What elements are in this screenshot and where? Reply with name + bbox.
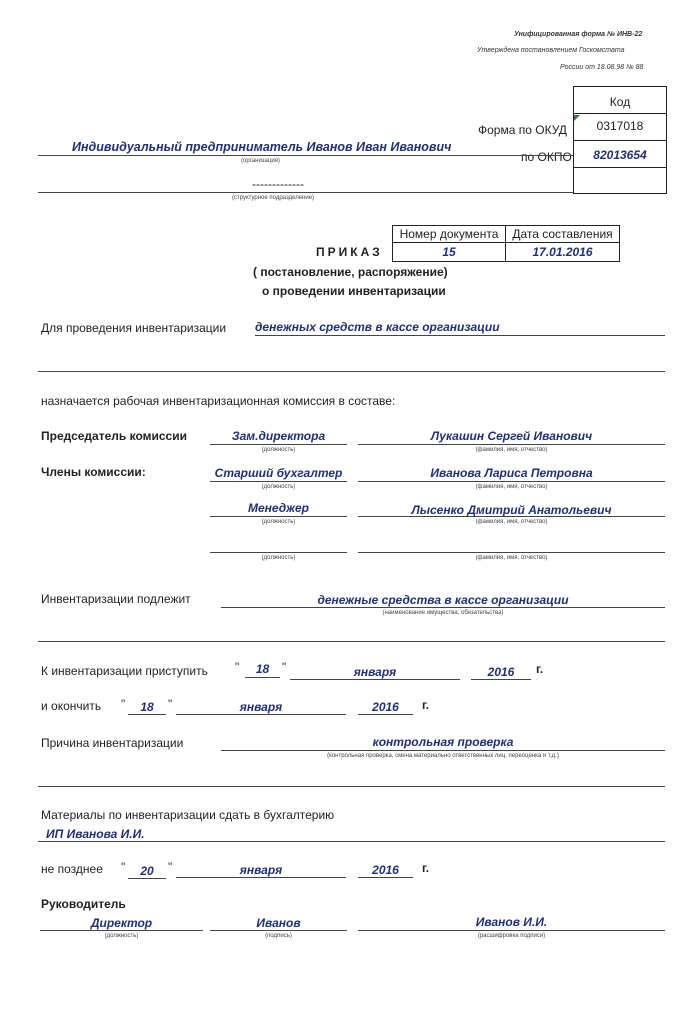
head-signature: Иванов (256, 916, 301, 930)
member-1-position: Старший бухгалтер (214, 466, 343, 480)
doc-table (392, 225, 620, 262)
subject-label: Инвентаризации подлежит (41, 592, 191, 606)
deadline-label: не позднее (41, 862, 103, 876)
okud-value: 0317018 (596, 119, 644, 133)
end-year-suffix: г. (422, 698, 430, 712)
approved-text: Утверждена постановлением Госкомстата (477, 47, 625, 54)
head-position-caption: (должность) (104, 933, 139, 939)
reason-value: контрольная проверка (372, 735, 514, 749)
end-label: и окончить (41, 699, 102, 713)
end-year: 2016 (372, 700, 399, 714)
doc-date: 17.01.2016 (506, 243, 620, 262)
member-2-position: Менеджер (248, 501, 309, 515)
doc-date-header: Дата составления (506, 226, 620, 243)
member-3-name-caption: (фамилия, имя, отчество) (475, 555, 548, 561)
head-position: Директор (90, 916, 153, 930)
purpose-label: Для проведения инвентаризации (41, 321, 227, 335)
organization-caption: (организация) (241, 158, 280, 164)
start-label: К инвентаризации приступить (41, 664, 208, 678)
member-2-position-caption: (должность) (261, 519, 296, 525)
start-year: 2016 (487, 665, 515, 679)
okpo-value: 82013654 (593, 148, 647, 162)
organization-name: Индивидуальный предприниматель Иванов Иван Иванович (72, 140, 452, 154)
member-2-name: Лысенко Дмитрий Анатольевич (411, 503, 612, 517)
member-2-name-caption: (фамилия, имя, отчество) (475, 519, 548, 525)
head-label: Руководитель (41, 897, 126, 911)
end-month: января (239, 700, 283, 714)
deadline-month: января (239, 863, 283, 877)
reason-caption: (контрольная проверка, смена материально ответственных лиц, переоценка и т.д.) (327, 753, 559, 759)
reason-label: Причина инвентаризации (41, 736, 184, 750)
division-value: ------------- (252, 177, 304, 191)
form-name: Унифицированная форма № ИНВ-22 (514, 31, 643, 38)
head-signature-caption: (подпись) (265, 933, 292, 939)
materials-recipient: ИП Иванова И.И. (46, 827, 145, 841)
okud-label: Форма по ОКУД (478, 123, 567, 137)
materials-label: Материалы по инвентаризации сдать в бухгалтерию (41, 808, 335, 822)
end-day: 18 (140, 700, 154, 714)
start-year-suffix: г. (536, 662, 544, 676)
member-1-name: Иванова Лариса Петровна (430, 466, 593, 480)
purpose-value: денежных средств в кассе организации (255, 320, 500, 334)
chair-name: Лукашин Сергей Иванович (430, 429, 593, 443)
member-1-position-caption: (должность) (261, 484, 296, 490)
subject-caption: (наименование имущества, обязательства) (382, 610, 504, 616)
deadline-year: 2016 (372, 863, 399, 877)
deadline-year-suffix: г. (422, 861, 430, 875)
head-name: Иванов И.И. (475, 915, 548, 929)
order-subtitle-2: о проведении инвентаризации (262, 284, 446, 298)
chair-name-caption: (фамилия, имя, отчество) (475, 447, 548, 453)
member-3-position-caption: (должность) (261, 555, 296, 561)
code-header: Код (609, 95, 631, 109)
start-month: января (353, 665, 397, 679)
okpo-label: по ОКПО (521, 150, 572, 164)
chair-position: Зам.директора (231, 429, 326, 443)
member-1-name-caption: (фамилия, имя, отчество) (475, 484, 548, 490)
commission-intro: назначается рабочая инвентаризационная комиссия в составе: (41, 394, 396, 408)
chair-position-caption: (должность) (261, 447, 296, 453)
deadline-day: 20 (140, 864, 154, 878)
order-title: ПРИКАЗ (316, 245, 383, 259)
code-box (573, 86, 667, 194)
subject-value: денежные средства в кассе организации (317, 593, 569, 607)
chair-label: Председатель комиссии (41, 429, 187, 443)
head-name-caption: (расшифровка подписи) (477, 933, 546, 939)
doc-number-header: Номер документа (393, 226, 506, 243)
division-caption: (структурное подразделение) (231, 195, 315, 201)
doc-number: 15 (393, 243, 506, 262)
members-label: Члены комиссии: (41, 465, 146, 479)
start-day: 18 (255, 662, 270, 676)
order-subtitle-1: ( постановление, распоряжение) (253, 265, 448, 279)
approved-date: России от 18.08.98 № 88 (560, 64, 644, 71)
